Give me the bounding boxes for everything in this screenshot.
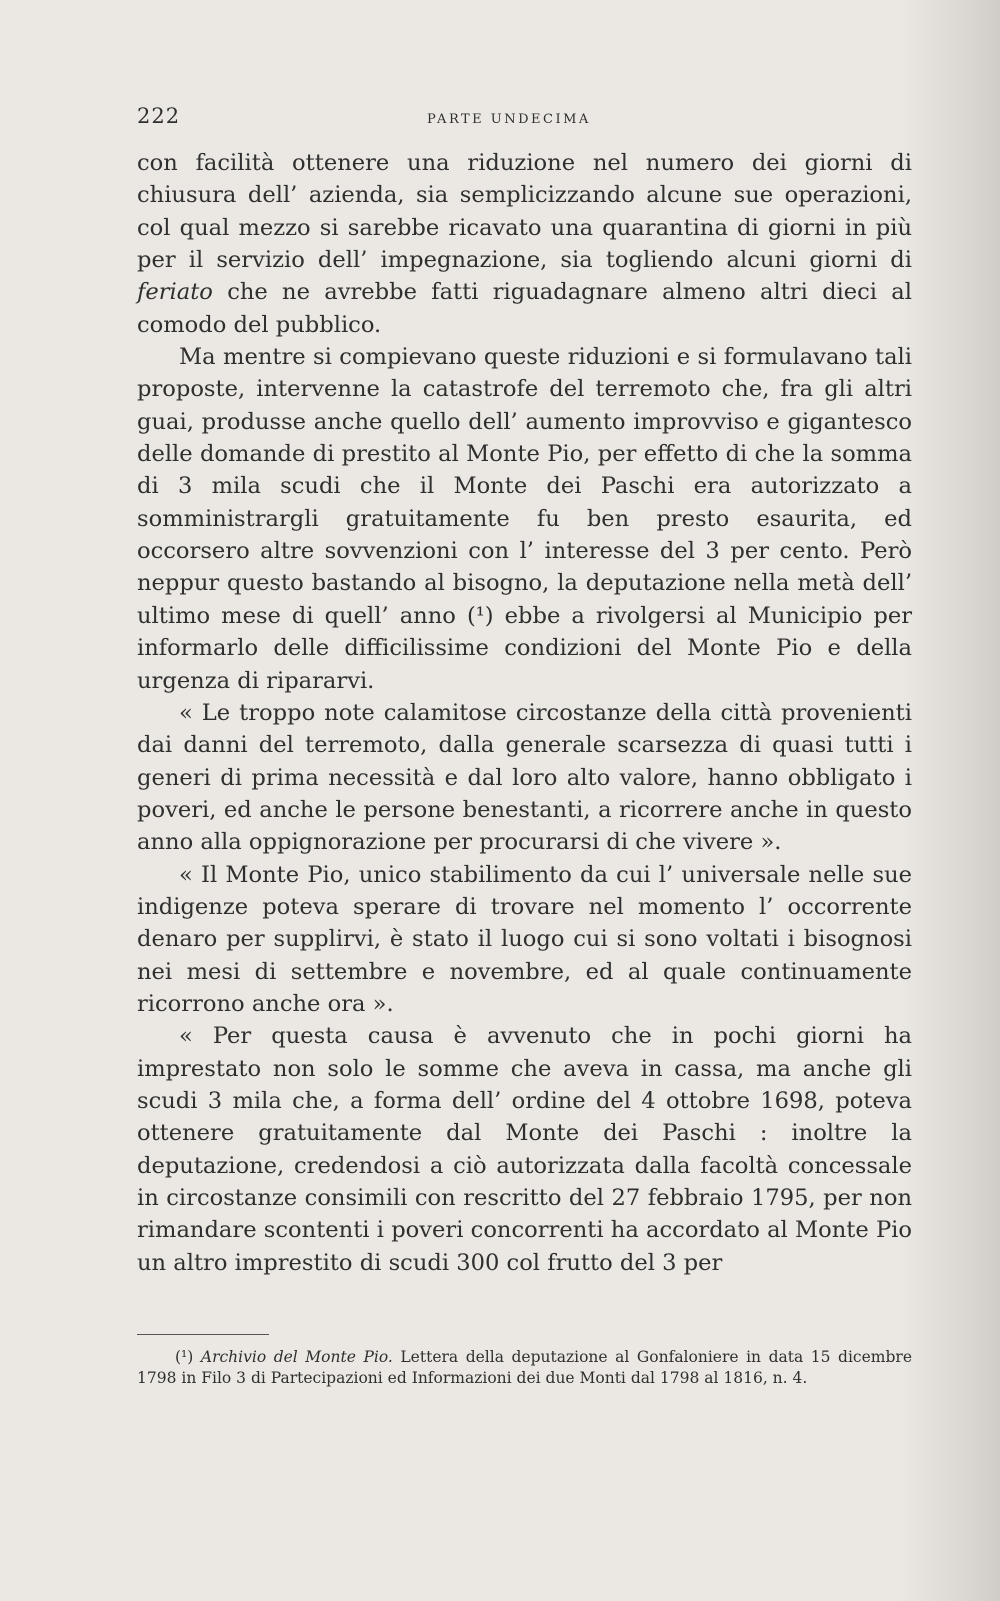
footnote (137, 1347, 912, 1389)
paragraph-3: « Le troppo note calamitose circostanze della città provenienti dai danni del terremoto, dalla generale scarsezza di quasi tutti i generi di prima necessità e dal loro alto valore, hanno obbligato i poveri, ed anche le persone benestanti, a ricorrere anche in questo anno alla oppignorazione per procurarsi di che vivere ». (137, 699, 912, 856)
footnote-source: Archivio del Monte Pio. (200, 1348, 393, 1366)
paragraph-4: « Il Monte Pio, unico stabilimento da cui l’ universale nelle sue indigenze poteva sperare di trovare nel momento l’ occorrente denaro per supplirvi, è stato il luogo cui si sono voltati i bisognosi nei mesi di settembre e novembre, ed al quale continuamente ricorrono anche ora ». (137, 861, 912, 1017)
paragraph-1 (137, 147, 912, 341)
footnote-divider (137, 1334, 269, 1335)
page-number: 222 (137, 104, 181, 128)
footnote-reference: (¹) (466, 602, 494, 629)
paragraph-1-end: che ne avrebbe fatti riguadagnare almeno altri dieci al comodo del pubblico. (137, 279, 912, 338)
footnote-text: Lettera della deputazione al Gonfaloniere in data 15 dicembre 1798 in Filo 3 di Partecipazioni ed Informazioni dei due Monti dal 1798 al 1816, n. 4. (137, 1348, 912, 1387)
paragraph-2 (137, 341, 912, 697)
footnote-marker: (¹) (175, 1348, 194, 1366)
italic-term: feriato (137, 279, 213, 306)
paragraph-2-text-a: Ma mentre si compievano queste riduzioni e si formulavano tali proposte, intervenne la catastrofe del terremoto che, fra gli altri guai, produsse anche quello dell’ aumento improvviso e gigantesco delle domande di prestito al Monte Pio, per effetto di che la somma di 3 mila scudi che il Monte dei Paschi era autorizzato a somministrargli gratuitamente fu ben presto esaurita, ed occorsero altre sovvenzioni con l’ interesse del 3 per cento. Però neppur questo bastando al bisogno, la deputazione nella metà dell’ ultimo mese di quell’ anno (137, 344, 912, 629)
paragraph-5: « Per questa causa è avvenuto che in pochi giorni ha imprestato non solo le somme che aveva in cassa, ma anche gli scudi 3 mila che, a forma dell’ ordine del 4 ottobre 1698, poteva ottenere gratuitamente dal Monte dei Paschi : inoltre la deputazione, credendosi a ciò autorizzata dalla facoltà concessale in circostanze consimili con rescritto del 27 febbraio 1795, per non rimandare scontenti i poveri concorrenti ha accordato al Monte Pio un altro imprestito di scudi 300 col frutto del 3 per (137, 1023, 912, 1276)
paragraph-1-text: con facilità ottenere una riduzione nel numero dei giorni di chiusura dell’ azienda, sia semplicizzando alcune sue operazioni, col qual mezzo si sarebbe ricavato una quarantina di giorni in più per il servizio dell’ impegnazione, sia togliendo alcuni giorni di (137, 150, 912, 274)
page-header (137, 104, 907, 134)
running-head: PARTE UNDECIMA (427, 112, 591, 127)
paragraph-2-text-b: ebbe a rivolgersi al Municipio per informarlo delle difficilissime condizioni del Monte Pio e della urgenza di ripararvi. (137, 602, 913, 694)
body-text (137, 147, 912, 1279)
